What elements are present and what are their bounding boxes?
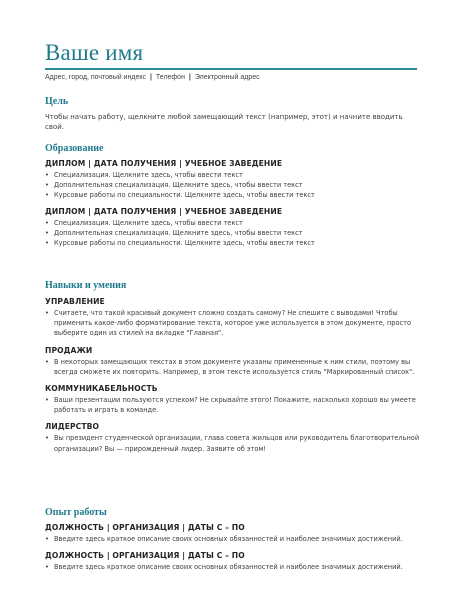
list-item[interactable]: • Курсовые работы по специальности. Щелкните здесь, чтобы ввести текст [45, 191, 315, 200]
skills-group [45, 384, 420, 415]
list-item[interactable]: • Специализация. Щелкните здесь, чтобы ввести текст [45, 218, 243, 227]
skills-group [45, 422, 420, 453]
education-entry [45, 159, 420, 201]
contact-line [45, 74, 260, 81]
contact-separator: | [149, 74, 152, 81]
list-item[interactable]: • Вы президент студенческой организации, глава совета жильцов или руководитель благотворительной организации? Вы — прирожденный лидер. Заявите об этом! [45, 434, 420, 453]
skills-group [45, 346, 420, 377]
skills-group [45, 297, 420, 339]
list-item[interactable]: • Введите здесь краткое описание своих основных обязанностей и наиболее значимых достижений. [45, 535, 403, 543]
experience-entry [45, 551, 420, 572]
education-entry-heading[interactable]: ДИПЛОМ | ДАТА ПОЛУЧЕНИЯ | УЧЕБНОЕ ЗАВЕДЕНИЕ [45, 206, 283, 216]
header-rule [45, 68, 417, 70]
education-bullets [45, 218, 420, 249]
experience-section [45, 507, 420, 572]
contact-email[interactable]: Электронный адрес [194, 74, 260, 81]
skills-group-heading[interactable]: ПРОДАЖИ [45, 345, 93, 355]
contact-phone[interactable]: Телефон [155, 74, 185, 81]
objective-section [45, 96, 420, 132]
education-entry [45, 207, 420, 249]
skills-group-heading[interactable]: УПРАВЛЕНИЕ [45, 297, 105, 306]
contact-address[interactable]: Адрес, город, почтовый индекс [45, 74, 147, 81]
resume-name[interactable]: Ваше имя [45, 40, 144, 65]
skills-group-heading[interactable]: ЛИДЕРСТВО [45, 422, 100, 432]
education-entry-heading[interactable]: ДИПЛОМ | ДАТА ПОЛУЧЕНИЯ | УЧЕБНОЕ ЗАВЕДЕНИЕ [45, 159, 283, 168]
list-item[interactable]: • Введите здесь краткое описание своих основных обязанностей и наиболее значимых достижений. [45, 563, 403, 572]
experience-title: Опыт работы [45, 507, 107, 518]
education-bullets [45, 170, 420, 201]
education-section [45, 143, 420, 248]
objective-text[interactable]: Чтобы начать работу, щелкните любой замещающий текст (например, этот) и начните вводить свой. [45, 113, 403, 131]
skills-section [45, 280, 420, 454]
objective-title: Цель [45, 96, 69, 107]
skills-group-heading[interactable]: КОММУНИКАБЕЛЬНОСТЬ [45, 384, 158, 394]
experience-entry-heading[interactable]: ДОЛЖНОСТЬ | ОРГАНИЗАЦИЯ | ДАТЫ С – ПО [45, 551, 245, 561]
list-item[interactable]: • Считаете, что такой красивый документ сложно создать самому? Не спешите с выводами! Чтобы применить какое-либо форматирование текста, которое уже используется в этом документе, просто выберите один из стилей на вкладке "Главная". [45, 309, 411, 338]
experience-entry-heading[interactable]: ДОЛЖНОСТЬ | ОРГАНИЗАЦИЯ | ДАТЫ С – ПО [45, 523, 245, 532]
contact-separator: | [188, 74, 191, 81]
list-item[interactable]: • Специализация. Щелкните здесь, чтобы ввести текст [45, 171, 243, 179]
list-item[interactable]: • Курсовые работы по специальности. Щелкните здесь, чтобы ввести текст [45, 239, 315, 248]
experience-entry [45, 523, 420, 544]
list-item[interactable]: • Дополнительная специализация. Щелкните здесь, чтобы ввести текст [45, 228, 303, 237]
education-title: Образование [45, 143, 104, 154]
list-item[interactable]: • В некоторых замещающих текстах в этом документе указаны примененные к ним стили, поэтому вы всегда сможете их повторить. Например, в этом тексте используется стиль "Маркированный список". [45, 357, 415, 376]
list-item[interactable]: • Ваши презентации пользуются успехом? Не скрывайте этого! Покажите, насколько хорошо вы умеете работать и играть в команде. [45, 396, 416, 415]
skills-title: Навыки и умения [45, 280, 127, 291]
list-item[interactable]: • Дополнительная специализация. Щелкните здесь, чтобы ввести текст [45, 181, 303, 190]
